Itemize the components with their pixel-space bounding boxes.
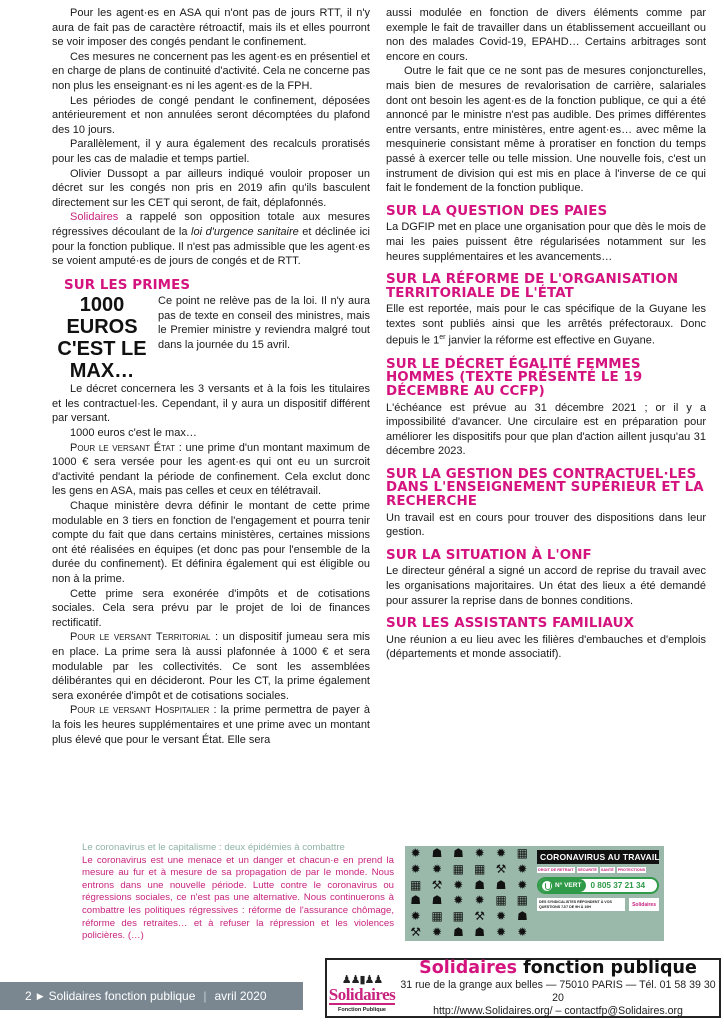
banner-logo: Solidaires: [629, 898, 659, 911]
body-assistants: Une réunion a eu lieu avec les filières d'embauches et d'emplois (départements et monde associatif).: [386, 633, 706, 661]
helmet-icon: ☗: [495, 877, 507, 892]
helmet-icon: ☗: [452, 925, 464, 940]
logo-subtitle: Fonction Publique: [338, 1007, 386, 1013]
masthead-title-brand: Solidaires: [419, 958, 517, 978]
heading-egalite: SUR LE DÉCRET ÉGALITÉ FEMMES HOMMES (TEXTE PRÉSENTÉ LE 19 DÉCEMBRE AU CCFP): [386, 356, 643, 399]
virus-icon: ✹: [517, 861, 528, 876]
masthead: [325, 958, 721, 1018]
pull-quote: 1000 EUROS C'EST LE MAX…: [57, 294, 147, 383]
numero-vert-badge: [539, 879, 586, 892]
virus-icon: ✹: [453, 893, 464, 908]
heading-reforme-ote: SUR LA RÉFORME DE L'ORGANISATION TERRITORIALE DE L'ÉTAT: [386, 272, 679, 301]
banner-tags: [537, 867, 659, 873]
paragraph-continuation: aussi modulée en fonction de divers éléments comme par exemple le fait de travailler dans un établissement accueillant ou non des malades Covid-19, EPAHD… Certains arbitrages sont encore en cours.: [386, 7, 706, 63]
tools-icon: ⚒: [474, 909, 486, 924]
helmet-icon: ☗: [410, 893, 422, 908]
label-versant-territorial: Pour le versant Territorial: [70, 631, 211, 644]
text-fragment: Elle est reportée, mais pour le cas spécifique de la Guyane les textes sont publiés ainsi que les arrêtés préfectoraux. Donc depuis le 1: [386, 303, 706, 348]
heading-primes: SUR LES PRIMES: [64, 277, 191, 293]
tools-icon: ⚒: [431, 877, 443, 892]
helmet-icon: ☗: [452, 846, 464, 860]
cash-register-icon: ▦: [495, 893, 507, 908]
sidebox-body: Le coronavirus est une menace et un danger et chacun·e en prend la mesure au fur et à mesure de sa propagation de par le monde. Nous entrons dans une nouvelle période. Lutte contre le coronavirus ou régressions sociales, ce n'est pas une alternative. Nous continuerons à combattre les politiques régressives : réforme de l'assurance chômage, réforme des retraites… et à refuser la répression et les violences policières. (…): [82, 854, 394, 942]
phone-icon: ▦: [516, 893, 528, 908]
masthead-address: 31 rue de la grange aux belles — 75010 PARIS — Tél. 01 58 39 30 20: [400, 979, 716, 1004]
coronavirus-au-travail-banner: [405, 846, 664, 941]
phone-icon: ▦: [409, 877, 422, 892]
masthead-text: [397, 958, 719, 1018]
helmet-icon: ☗: [431, 846, 443, 860]
phone-icon: ▦: [452, 909, 464, 924]
virus-icon: ✹: [410, 861, 421, 876]
virus-icon: ✹: [495, 909, 507, 924]
paragraph-exoneree: Cette prime sera exonérée d'impôts et de cotisations sociales. Cela sera prévu par le projet de loi de finances rectificatif.: [52, 587, 370, 629]
heading-contractuels: SUR LA GESTION DES CONTRACTUEL·LES DANS L'ENSEIGNEMENT SUPÉRIEUR ET LA RECHERCHE: [386, 466, 704, 510]
crowd-icon: ♟♟▮♟♟: [341, 974, 383, 986]
right-column: [386, 6, 706, 834]
tag: SÉCURITÉ: [577, 868, 597, 872]
tools-icon: ⚒: [410, 925, 422, 940]
tag: SANTÉ: [600, 868, 614, 872]
cash-register-icon: ▦: [452, 861, 464, 876]
respond-text: DES SYNDICALISTES RÉPONDENT À VOS QUESTIONS 7J/7 DE 9H À 19H: [537, 898, 625, 911]
vert-label: N° VERT: [555, 882, 582, 889]
helmet-icon: ☗: [516, 909, 528, 924]
paragraph-outre: Outre le fait que ce ne sont pas de mesures conjoncturelles, mais bien de mesures de revalorisation de carrière, salariales dont ont besoin les agent·es de la fonction publique, ce qui a été annoncé par le ministre n'est pas audible. Des primes différentes entre versants, entre ministères, entre agent·es… avec même la mesquinerie consistant même à proratiser en fonction du temps passé à exercer telle ou telle mission. Une nouvelle fois, c'est un instrument de division qui est mis en place à l'inverse de ce qui fait le fondement de la fonction publique.: [386, 65, 706, 195]
paragraph-versant-hospitalier: [52, 703, 370, 747]
cash-register-icon: ▦: [516, 846, 528, 860]
page-footer: [0, 982, 303, 1010]
paragraph-solidaires-opposition: [52, 210, 370, 268]
text-fragment: : un dispositif jumeau sera mis en place. La prime sera là aussi plafonnée à 1000 € et sera modulable par les collectivités. Ce sont les assemblées délibérantes qui en décideront. Pour les CT, la prime également sera exonérée d'impôt et de cotisations sociales.: [52, 631, 370, 702]
left-column: [52, 6, 370, 834]
paragraph-versant-territorial: [52, 630, 370, 703]
text-fragment: janvier la réforme est effective en Guyane.: [445, 335, 655, 348]
helmet-icon: ☗: [474, 877, 486, 892]
virus-icon: ✹: [410, 909, 421, 924]
heading-assistants: SUR LES ASSISTANTS FAMILIAUX: [386, 616, 635, 632]
sidebox-title: Le coronavirus et le capitalisme : deux épidémies à combattre: [82, 842, 345, 853]
helmet-icon: ☗: [474, 925, 486, 940]
heading-onf: SUR LA SITUATION À L'ONF: [386, 547, 592, 563]
superscript: er: [439, 334, 446, 342]
label-versant-hospitalier: Pour le versant Hospitalier: [70, 704, 210, 717]
banner-title: CORONAVIRUS AU TRAVAIL: [537, 850, 659, 864]
law-name: loi d'urgence sanitaire: [191, 225, 299, 238]
text-fragment: : une prime d'un montant maximum de 1000 € sera versée pour les agent·es qui ont eu un surcroit d'activité pendant la période de confinement. Cela exclut donc les gens en ASA, mais pas celles et ceux en télétravail.: [52, 441, 370, 498]
paragraph-presentiel: Ces mesures ne concernent pas les agent·es en présentiel et en charge de plans de continuité d'activité. Cela ne concerne pas non plus les enseignant·es ni les agent·es de la FPH.: [52, 50, 370, 92]
text-fragment: : la prime permettra de payer à la fois les heures supplémentaires et une prime avec un montant plus élevé que pour le versant État. Elle sera: [52, 704, 370, 746]
paragraph-max: 1000 euros c'est le max…: [70, 427, 197, 440]
body-paies: La DGFIP met en place une organisation pour que dès le mois de mai les paies puissent être régularisées notamment sur les heures supplémentaires et les avancements…: [386, 221, 706, 263]
triangle-right-icon: ▶: [36, 990, 44, 1001]
virus-icon: ✹: [410, 846, 421, 860]
hotline-box: [537, 877, 659, 894]
masthead-title-rest: fonction publique: [517, 958, 697, 978]
masthead-title: [397, 958, 719, 979]
paragraph-recalculs: Parallèlement, il y aura également des recalculs proratisés pour les cas de maladie et temps partiel.: [52, 138, 370, 165]
banner-bottom: [537, 898, 659, 911]
virus-icon: ✹: [474, 893, 485, 908]
text-fragment: a rappelé son opposition totale aux mesures régressives découlant de la: [52, 211, 370, 238]
paragraph-periodes-conge: Les périodes de congé pendant le confinement, déposées antérieurement et non annulées seront décomptées du plafond des 10 jours.: [52, 94, 370, 136]
virus-icon: ✹: [474, 846, 485, 860]
virus-icon: ✹: [517, 877, 528, 892]
virus-icon: ✹: [495, 925, 507, 940]
footer-publication: Solidaires fonction publique: [48, 989, 196, 1003]
phone-icon: [542, 881, 552, 891]
icon-pattern: [405, 846, 533, 941]
logo-word: Solidaires: [328, 985, 396, 1004]
primes-intro: Ce point ne relève pas de la loi. Il n'y aura pas de texte en conseil des ministres, mais le Premier ministre y reviendra malgré tout dans la journée du 15 avril.: [158, 295, 370, 352]
virus-icon: ✹: [431, 925, 443, 940]
divider: |: [203, 989, 207, 1003]
body-egalite: L'échéance est prévue au 31 décembre 2021 ; or il y a impossibilité d'avancer. Une circulaire est en préparation pour améliorer les dispositifs pour que plan d'action aillent jusqu'au 31 décembre 2023.: [386, 401, 706, 458]
tools-icon: ⚒: [495, 861, 507, 876]
text-fragment: et déclinée ici pour la fonction publique. Il n'est pas admissible que les agent·es se voient amputé·es de jours de congés et de RTT.: [52, 225, 370, 268]
solidaires-brand: Solidaires: [70, 211, 119, 224]
paragraph-versant-etat: [52, 441, 370, 499]
label-versant-etat: Pour le versant État: [70, 441, 176, 454]
coronavirus-sidebox: [82, 842, 394, 954]
footer-date: avril 2020: [214, 989, 267, 1003]
virus-icon: ✹: [453, 877, 464, 892]
virus-icon: ✹: [431, 861, 443, 876]
primes-intro-block: [52, 294, 370, 382]
phone-icon: ▦: [473, 861, 486, 876]
body-onf: Le directeur général a signé un accord de reprise du travail avec les organisations majoritaires. Un état des lieux a été demandé pour assurer la reprise dans de bonnes conditions.: [386, 565, 706, 607]
paragraph-decret: Le décret concernera les 3 versants et à la fois les titulaires et les contractuel·les. Cependant, il y aura un dispositif différent par versant.: [52, 383, 370, 425]
masthead-contact[interactable]: http://www.Solidaires.org/ – contactfp@Solidaires.org: [433, 1005, 683, 1017]
solidaires-logo: [327, 960, 397, 1016]
virus-icon: ✹: [495, 846, 507, 860]
paragraph-dussopt: Olivier Dussopt a par ailleurs indiqué vouloir proposer un décret sur les congés non pris en 2019 afin qu'ils basculent directement sur les CET qui seront, de fait, déplafonnés.: [52, 167, 370, 209]
tag: DROIT DE RETRAIT: [538, 868, 574, 872]
hotline-number: 0 805 37 21 34: [590, 881, 646, 890]
banner-panel: [537, 850, 659, 936]
heading-paies: SUR LA QUESTION DES PAIES: [386, 203, 608, 219]
paragraph-asa: Pour les agent·es en ASA qui n'ont pas de jours RTT, il n'y aura de fait pas de caractère rétroactif, mais ils et elles pourront se voir imposer des congés pendant le confinement.: [52, 7, 370, 49]
helmet-icon: ☗: [431, 893, 443, 908]
page-number: 2: [25, 989, 32, 1003]
paragraph-ministere: Chaque ministère devra définir le montant de cette prime modulable en 3 tiers en fonction de l'engagement et pourra tenir compte du fait que dans certains ministères, certaines missions ont été réalisées en équipes (et donc pas pour l'ensemble de la durée du confinement). Et définira également qui est éligible ou non à la prime.: [52, 500, 370, 585]
virus-icon: ✹: [517, 925, 528, 940]
body-reforme-ote: [386, 302, 706, 348]
cash-register-icon: ▦: [431, 909, 443, 924]
tag: PROTECTIONS: [617, 868, 646, 872]
body-contractuels: Un travail est en cours pour trouver des dispositions dans leur gestion.: [386, 511, 706, 539]
